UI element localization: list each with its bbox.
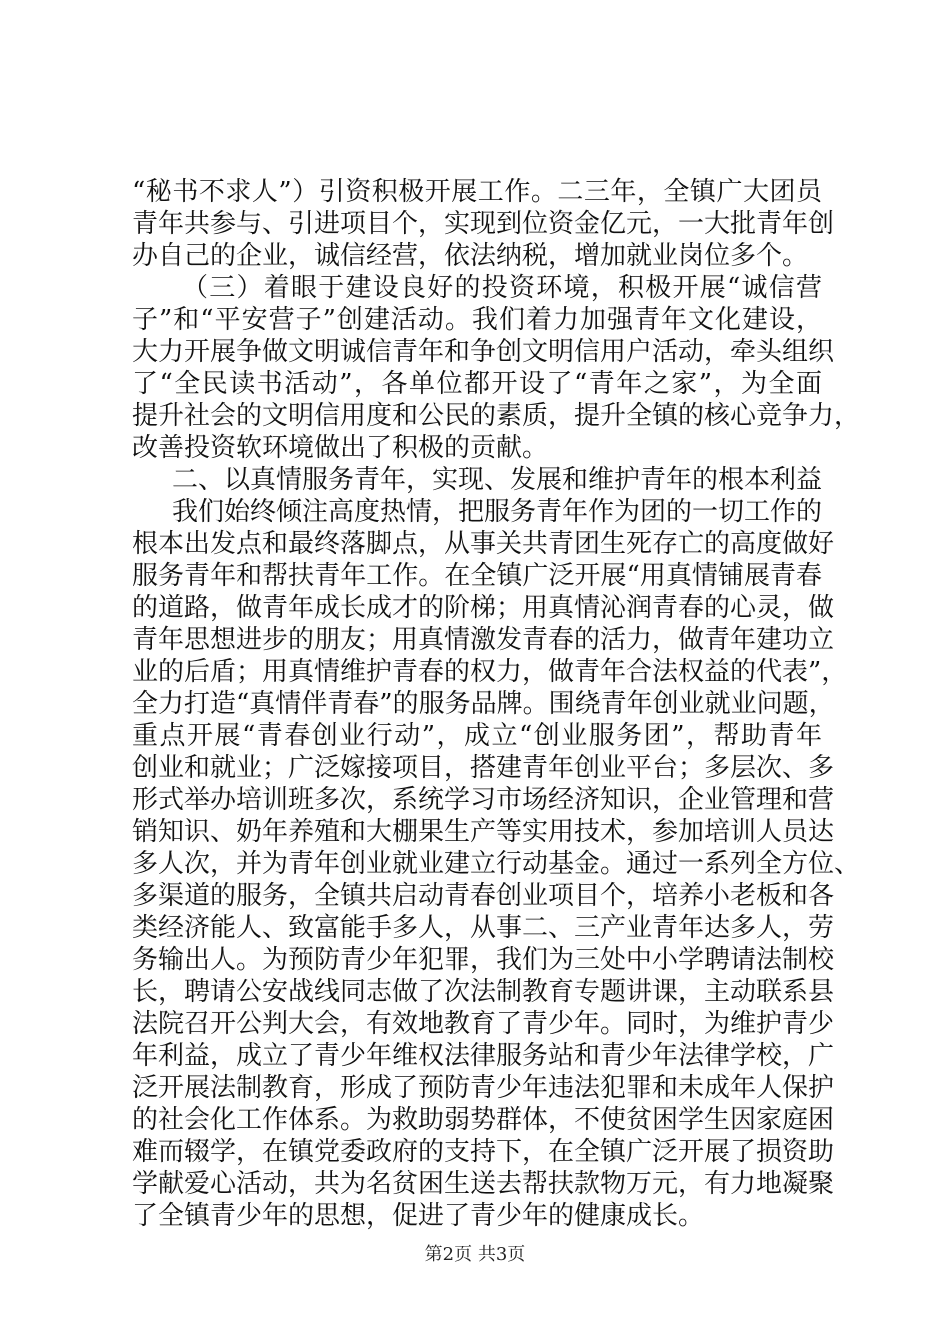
- text-line: 服务青年和帮扶青年工作。在全镇广泛开展“用真情铺展青春: [132, 561, 822, 591]
- text-line: 学献爱心活动，共为名贫困生送去帮扶款物万元，有力地凝聚: [132, 1169, 835, 1199]
- text-line: 年利益，成立了青少年维权法律服务站和青少年法律学校，广: [132, 1041, 835, 1071]
- text-line: 我们始终倾注高度热情，把服务青年作为团的一切工作的: [172, 497, 823, 527]
- text-line: 青年思想进步的朋友；用真情激发青春的活力，做青年建功立: [132, 625, 835, 655]
- text-line: 二、以真情服务青年，实现、发展和维护青年的根本利益: [172, 465, 823, 495]
- text-line: 全力打造“真情伴青春”的服务品牌。围绕青年创业就业问题，: [132, 689, 835, 719]
- text-line: 多人次，并为青年创业就业建立行动基金。通过一系列全方位、: [132, 849, 861, 879]
- text-line: 子”和“平安营子”创建活动。我们着力加强青年文化建设，: [132, 305, 822, 335]
- text-line: 类经济能人、致富能手多人，从事二、三产业青年达多人，劳: [132, 913, 835, 943]
- text-line: （三）着眼于建设良好的投资环境，积极开展“诚信营: [182, 273, 822, 303]
- text-line: 长，聘请公安战线同志做了次法制教育专题讲课，主动联系县: [132, 977, 835, 1007]
- text-line: 重点开展“青春创业行动”，成立“创业服务团”，帮助青年: [132, 721, 822, 751]
- page-number-footer: 第2页 共3页: [424, 1244, 526, 1265]
- text-line: 形式举办培训班多次，系统学习市场经济知识，企业管理和营: [132, 785, 835, 815]
- text-line: 了全镇青少年的思想，促进了青少年的健康成长。: [132, 1201, 705, 1231]
- text-line: 务输出人。为预防青少年犯罪，我们为三处中小学聘请法制校: [132, 945, 835, 975]
- text-line: 创业和就业；广泛嫁接项目，搭建青年创业平台；多层次、多: [132, 753, 835, 783]
- text-line: 办自己的企业，诚信经营，依法纳税，增加就业岗位多个。: [132, 241, 809, 271]
- text-line: 提升社会的文明信用度和公民的素质，提升全镇的核心竞争力，: [132, 401, 861, 431]
- text-line: “秘书不求人”）引资积极开展工作。二三年，全镇广大团员: [132, 177, 822, 207]
- text-line: 多渠道的服务，全镇共启动青春创业项目个，培养小老板和各: [132, 881, 835, 911]
- document-body: [132, 176, 861, 1232]
- text-line: 的道路，做青年成长成才的阶梯；用真情沁润青春的心灵，做: [132, 593, 835, 623]
- text-line: 改善投资软环境做出了积极的贡献。: [132, 433, 549, 463]
- text-line: 了“全民读书活动”，各单位都开设了“青年之家”，为全面: [132, 369, 822, 399]
- text-line: 的社会化工作体系。为救助弱势群体，不使贫困学生因家庭困: [132, 1105, 835, 1135]
- text-line: 青年共参与、引进项目个，实现到位资金亿元，一大批青年创: [132, 209, 835, 239]
- text-line: 难而辍学，在镇党委政府的支持下，在全镇广泛开展了损资助: [132, 1137, 835, 1167]
- text-line: 泛开展法制教育，形成了预防青少年违法犯罪和未成年人保护: [132, 1073, 835, 1103]
- text-line: 销知识、奶年养殖和大棚果生产等实用技术，参加培训人员达: [132, 817, 835, 847]
- text-line: 根本出发点和最终落脚点，从事关共青团生死存亡的高度做好: [132, 529, 835, 559]
- text-line: 大力开展争做文明诚信青年和争创文明信用户活动，牵头组织: [132, 337, 835, 367]
- text-line: 法院召开公判大会，有效地教育了青少年。同时，为维护青少: [132, 1009, 835, 1039]
- text-line: 业的后盾；用真情维护青春的权力，做青年合法权益的代表”，: [132, 657, 848, 687]
